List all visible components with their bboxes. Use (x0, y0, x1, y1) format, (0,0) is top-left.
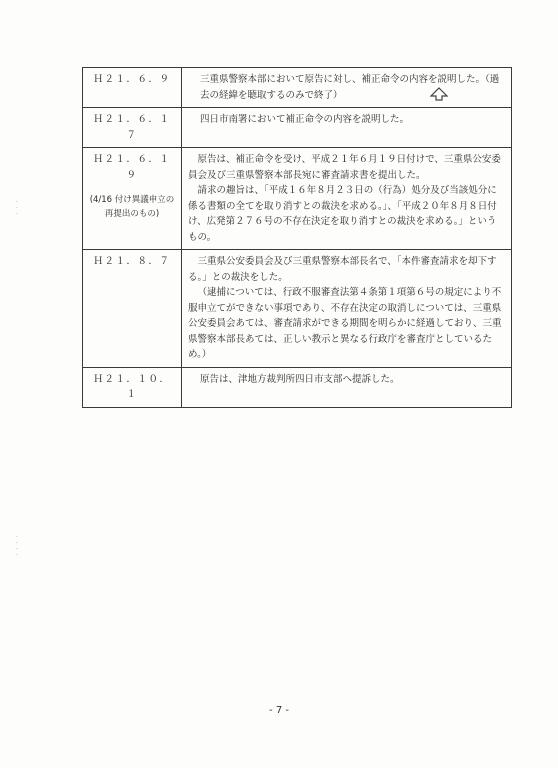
date-text: Ｈ２１．６．１９ (93, 154, 171, 181)
table-row (83, 250, 512, 368)
content-cell (182, 68, 512, 108)
content-paragraph: 四日市南署において補正命令の内容を説明した。 (200, 114, 410, 125)
content-paragraph: 三重県公安委員会及び三重県警察本部長名で、「本件審査請求を却下する。」との裁決をした。 (188, 256, 497, 283)
date-cell (83, 68, 182, 108)
content-paragraph: 三重県警察本部において原告に対し、補正命令の内容を説明した。（過去の経緯を聴取するのみで終了） (200, 74, 500, 101)
date-text: Ｈ２１．６．１７ (93, 114, 171, 141)
date-cell (83, 250, 182, 368)
table-row (83, 68, 512, 108)
scan-dots: · · · · (16, 534, 18, 559)
content-paragraph: 原告は、補正命令を受け、平成２１年６月１９日付けで、三重県公安委員会及び三重県警察本部長宛に審査請求書を提出した。 (188, 154, 501, 181)
content-cell (182, 367, 512, 407)
content-paragraph: 原告は、津地方裁判所四日市支部へ提訴した。 (200, 373, 400, 385)
date-cell (83, 367, 182, 407)
date-text: Ｈ２１．６．９ (93, 74, 171, 85)
timeline-table (82, 67, 512, 408)
page-number: - 7 - (269, 705, 289, 716)
content-cell (182, 250, 512, 368)
table-row (83, 367, 512, 407)
table-row (83, 148, 512, 250)
content-cell (182, 108, 512, 148)
scan-dots: · · · (16, 199, 18, 218)
date-text: Ｈ２１．８．７ (93, 256, 171, 267)
content-paragraph: （逮捕については、行政不服審査法第４条第１項第６号の規定により不服申立てができない事項であり、不存在決定の取消しについては、三重県公安委員会あては、審査請求ができる期間を明らかに経過しており、三重県警察本部長あては、正しい教示と異なる行政庁を審査庁としているため。） (188, 287, 502, 360)
date-text: Ｈ２１．１０．１ (93, 373, 171, 400)
content-paragraph: 請求の趣旨は、「平成１６年８月２３日の（行為）処分及び当該処分に係る書類の全てを取り消すとの裁決を求める。」、「平成２０年８月８日付け、広発第２７６号の不存在決定を取り消すとの裁決を求める。」というもの。 (188, 185, 497, 243)
date-cell (83, 108, 182, 148)
table-row (83, 108, 512, 148)
date-cell (83, 148, 182, 250)
content-cell (182, 148, 512, 250)
up-arrow-icon (430, 87, 448, 101)
date-note: (4/16 付け異議申立の再提出のもの) (89, 195, 175, 219)
